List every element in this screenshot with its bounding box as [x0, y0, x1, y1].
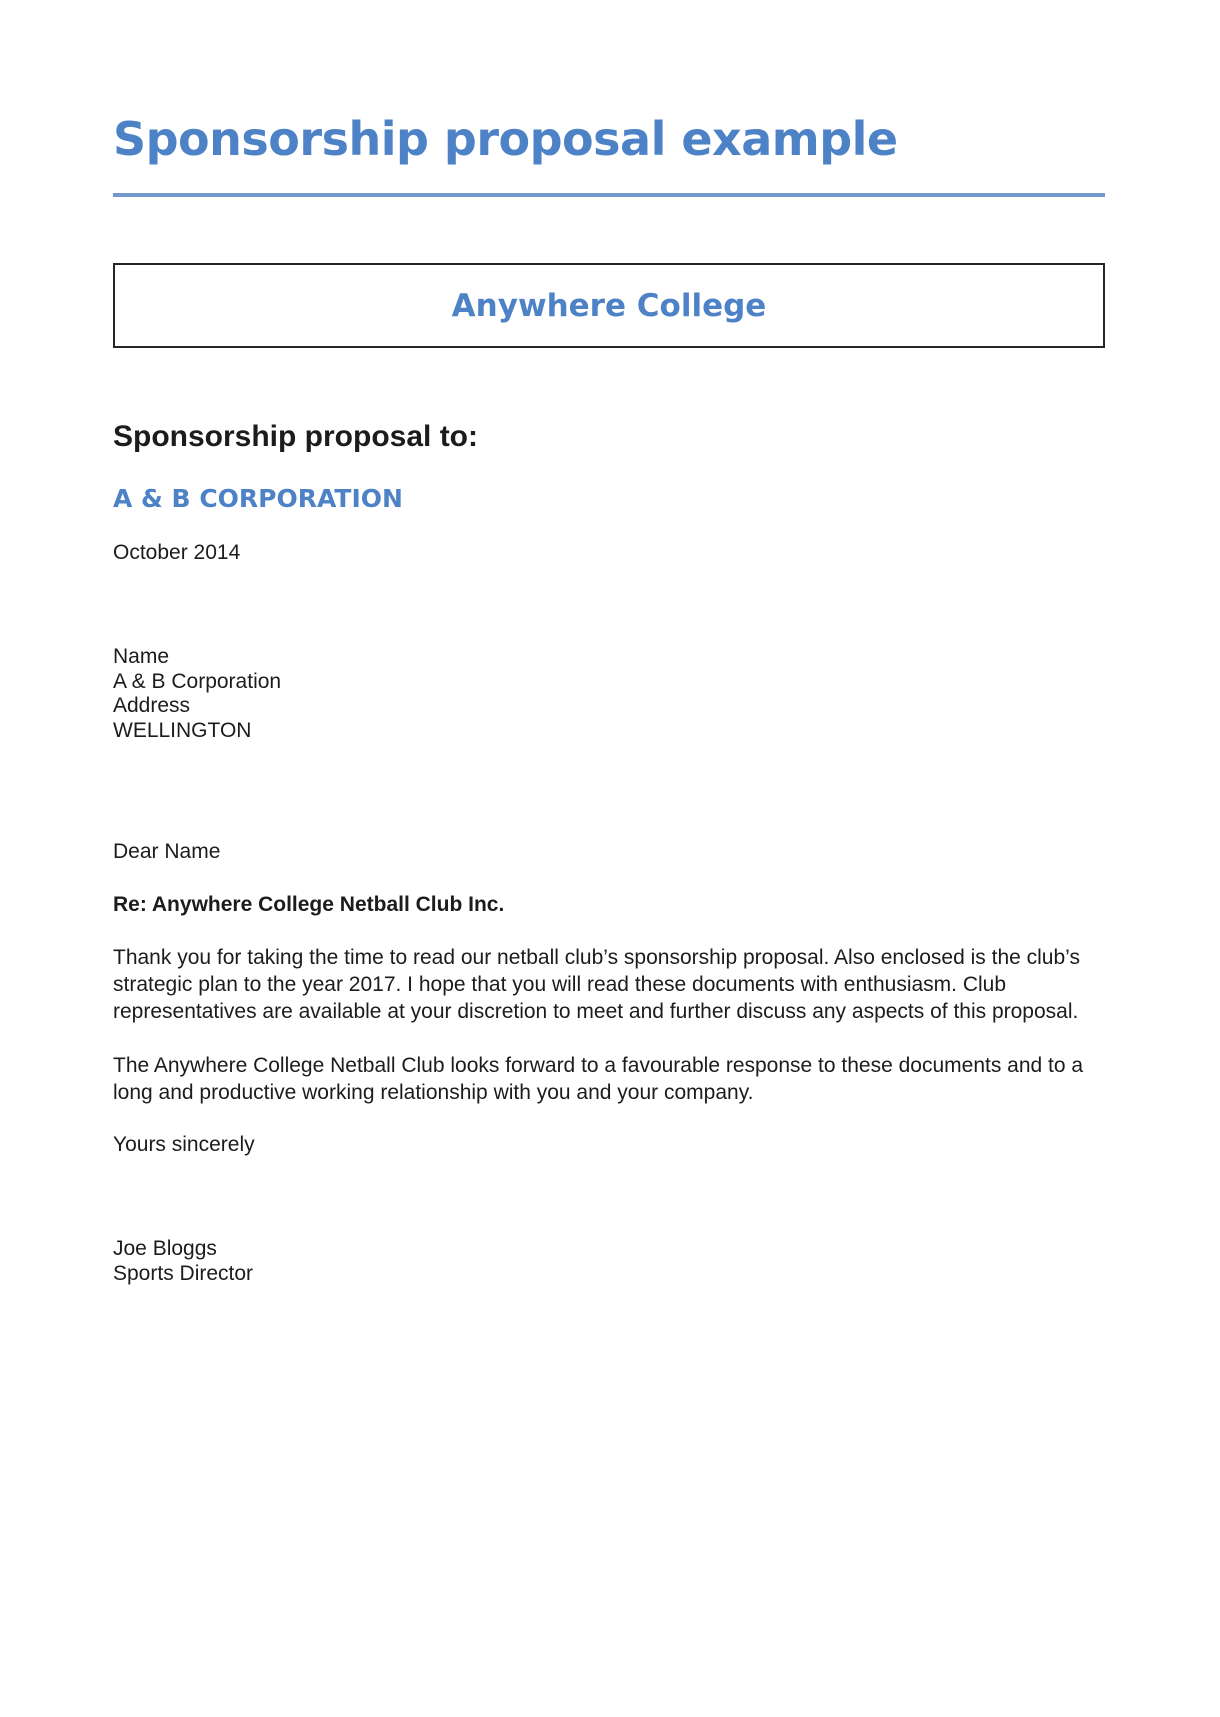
address-line-name: Name: [113, 645, 170, 669]
body-paragraph-2: The Anywhere College Netball Club looks forward to a favourable response to these documents and to a long and productive working relationship with you and your company.: [113, 1054, 1084, 1105]
salutation: Dear Name: [113, 840, 221, 864]
address-block: [113, 645, 1105, 743]
page-title: Sponsorship proposal example: [113, 112, 1105, 197]
proposal-date: October 2014: [113, 541, 241, 565]
signature-block: [113, 1236, 1105, 1286]
address-line-city: WELLINGTON: [113, 718, 252, 742]
subject-line: Re: Anywhere College Netball Club Inc.: [113, 893, 505, 917]
signature-title: Sports Director: [113, 1262, 254, 1286]
closing: Yours sincerely: [113, 1133, 255, 1157]
college-banner-text: Anywhere College: [451, 287, 767, 324]
signature-name: Joe Bloggs: [113, 1237, 217, 1261]
address-line-street: Address: [113, 694, 191, 718]
college-banner-box: [113, 263, 1105, 348]
address-line-company: A & B Corporation: [113, 669, 282, 693]
recipient-name: A & B CORPORATION: [113, 484, 403, 514]
proposal-heading: Sponsorship proposal to:: [113, 420, 478, 454]
body-paragraph-1: Thank you for taking the time to read our netball club’s sponsorship proposal. Also enclosed is the club’s strategic plan to the year 2017. I hope that you will read these documents with enthusiasm. Club representatives are available at your discretion to meet and further discuss any aspects of this proposal.: [113, 946, 1080, 1024]
